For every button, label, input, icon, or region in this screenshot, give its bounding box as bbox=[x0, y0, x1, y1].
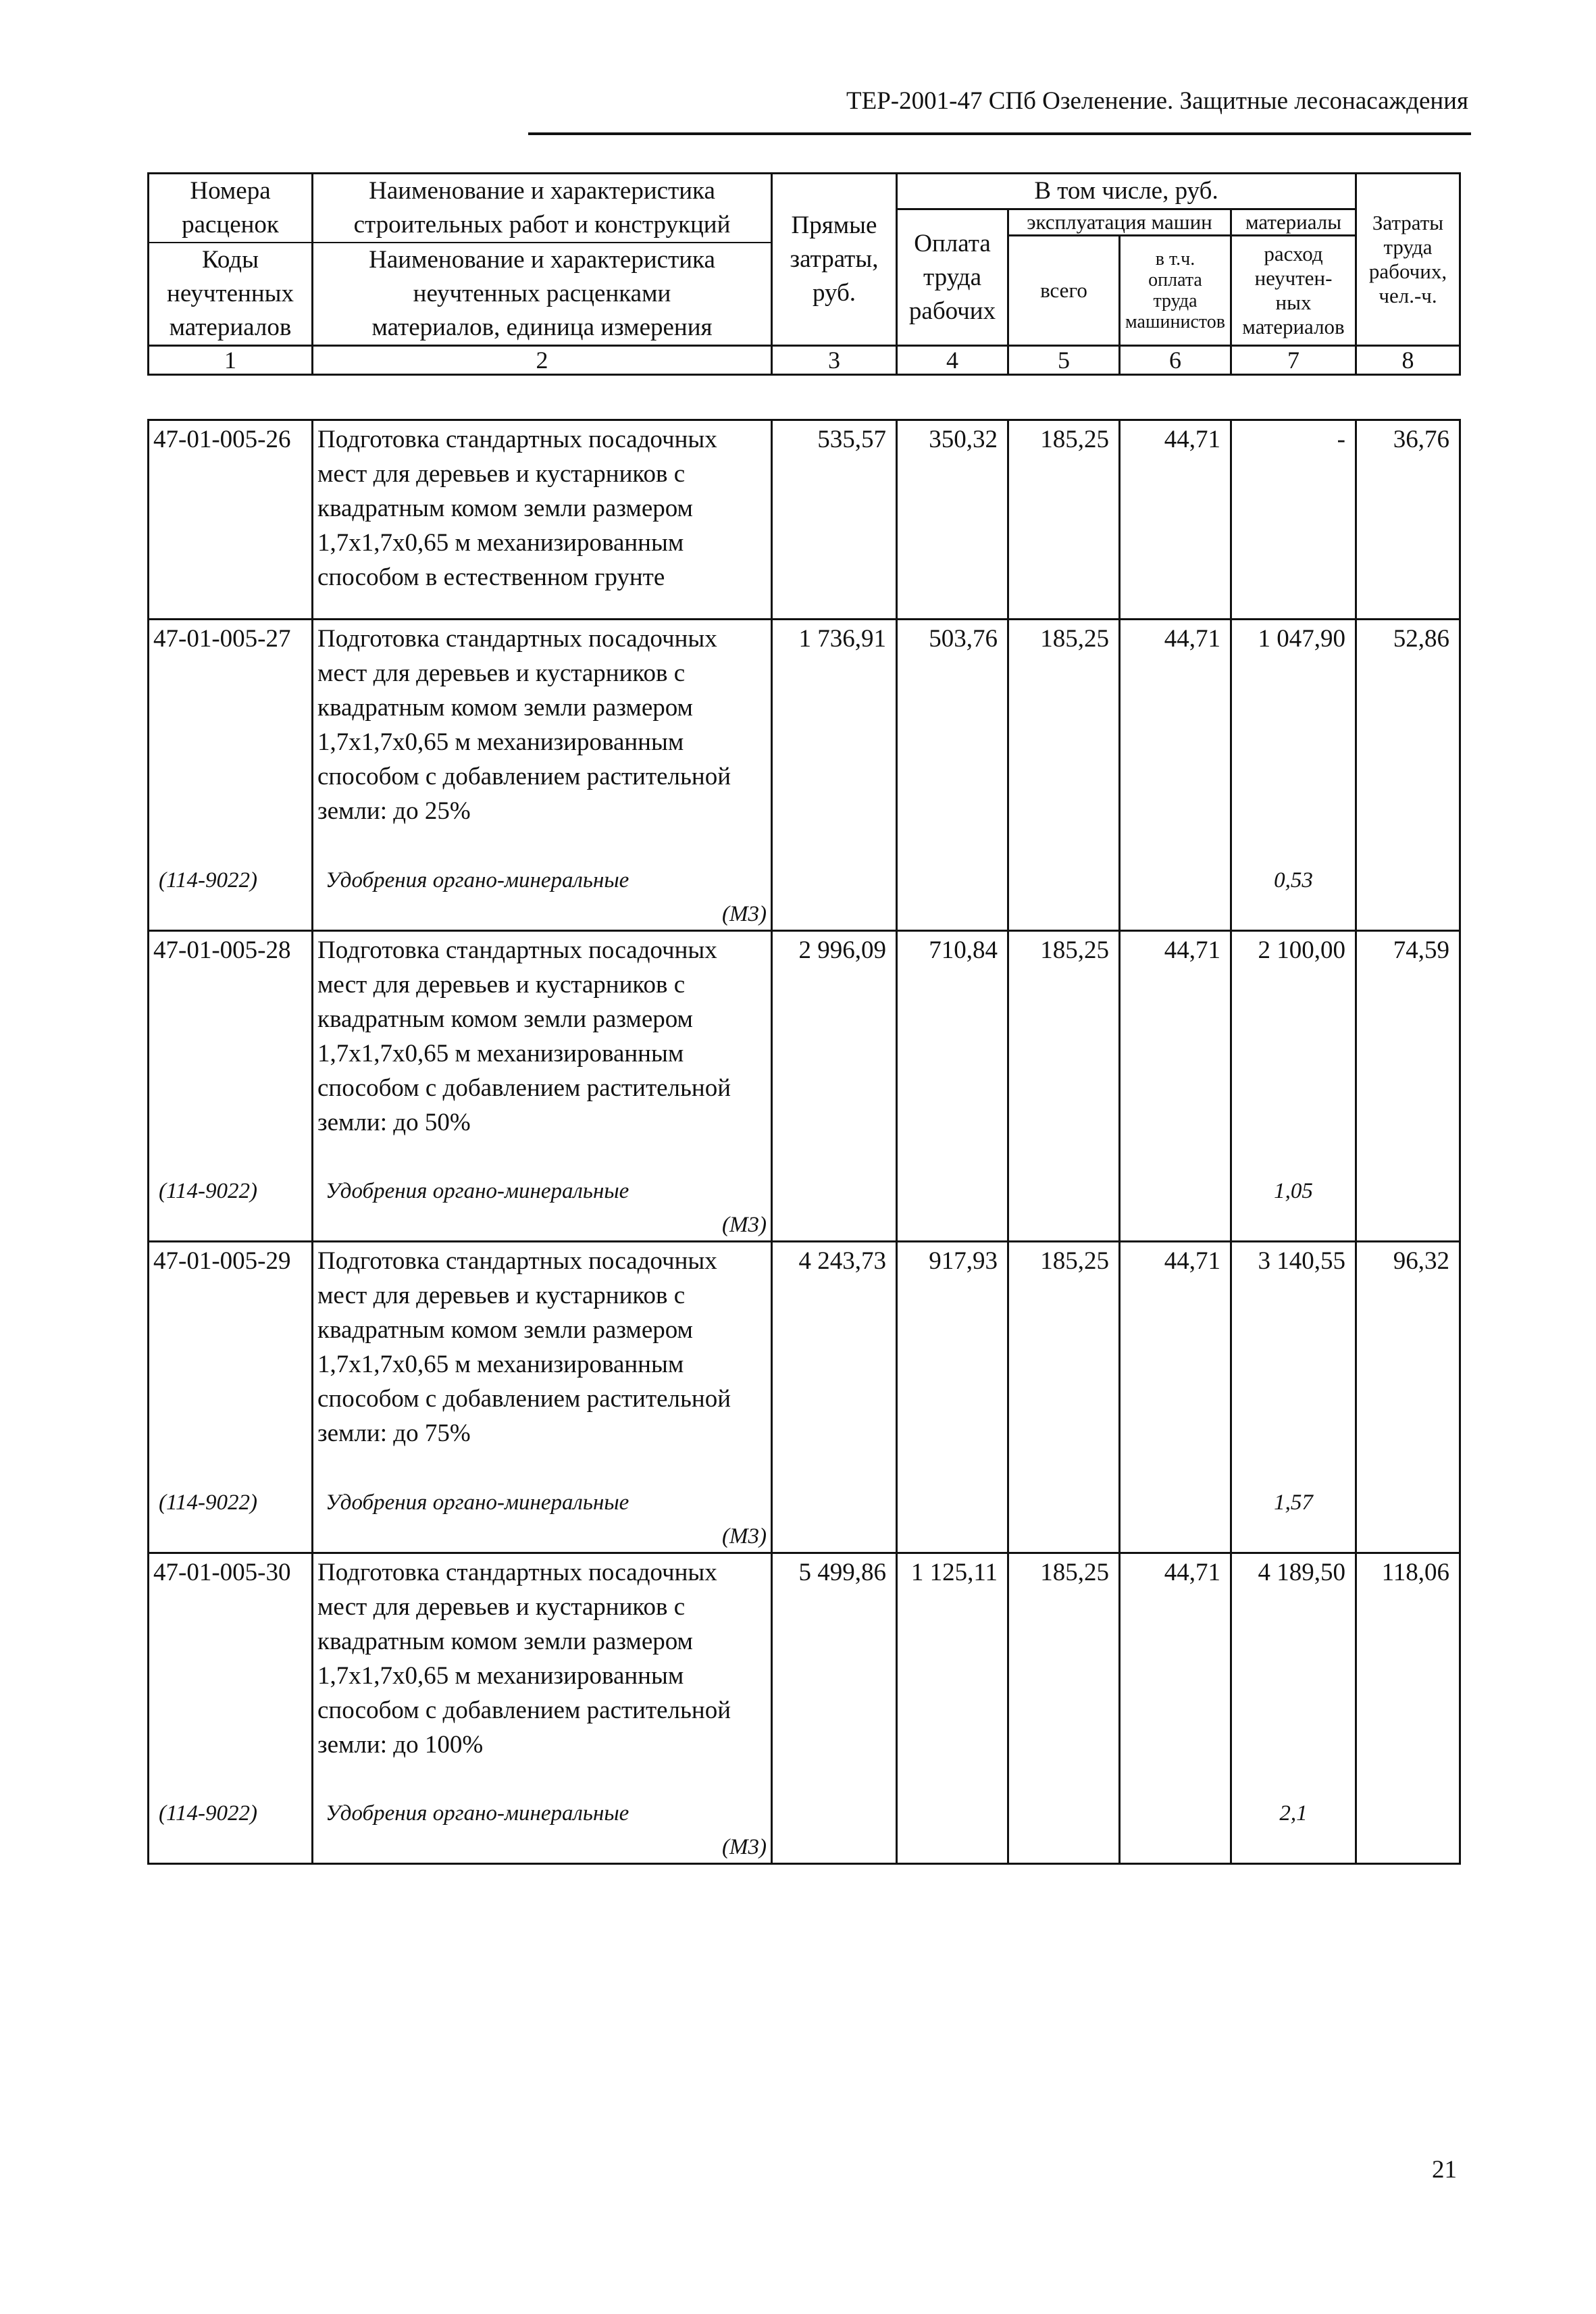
machinists-pay: 44,71 bbox=[1120, 1553, 1231, 1786]
header-materials-group: материалы bbox=[1231, 209, 1356, 236]
material-unit: (М3) bbox=[722, 901, 767, 926]
material-consumption: 1,05 bbox=[1231, 1163, 1356, 1242]
labor-hours: 74,59 bbox=[1356, 930, 1460, 1163]
column-number: 7 bbox=[1231, 346, 1356, 375]
work-description: Подготовка стандартных посадочных мест для деревьев и кустарников с квадратным комом земли размером 1,7x1,7x0,65 м механизированным способом с добавлением растительной земли: до 75% bbox=[313, 1242, 772, 1475]
materials-cost: - bbox=[1231, 420, 1356, 620]
work-description: Подготовка стандартных посадочных мест для деревьев и кустарников с квадратным комом земли размером 1,7x1,7x0,65 м механизированным способом в естественном грунте bbox=[313, 420, 772, 620]
column-number: 6 bbox=[1120, 346, 1231, 375]
direct-costs: 5 499,86 bbox=[772, 1553, 897, 1786]
material-name: Удобрения органо-минеральные (М3) bbox=[313, 853, 772, 931]
header-column-numbers bbox=[149, 346, 1460, 375]
header-machinists-pay: в т.ч. оплата труда машинистов bbox=[1120, 236, 1231, 346]
column-number: 5 bbox=[1008, 346, 1120, 375]
labor-hours: 118,06 bbox=[1356, 1553, 1460, 1786]
header-machines-group: эксплуатация машин bbox=[1008, 209, 1231, 236]
material-row bbox=[149, 1786, 1460, 1864]
column-number: 8 bbox=[1356, 346, 1460, 375]
machines-total: 185,25 bbox=[1008, 420, 1120, 620]
direct-costs: 4 243,73 bbox=[772, 1242, 897, 1475]
material-code: (114-9022) bbox=[149, 1786, 313, 1864]
labor-pay: 917,93 bbox=[897, 1242, 1008, 1475]
labor-hours: 36,76 bbox=[1356, 420, 1460, 620]
material-unit: (М3) bbox=[722, 1524, 767, 1549]
header-work-name: Наименование и характеристика строительных работ и конструкций bbox=[313, 174, 772, 243]
machinists-pay: 44,71 bbox=[1120, 930, 1231, 1163]
page-number: 21 bbox=[1432, 2156, 1457, 2184]
material-name: Удобрения органо-минеральные (М3) bbox=[313, 1786, 772, 1864]
column-number: 1 bbox=[149, 346, 313, 375]
labor-hours: 52,86 bbox=[1356, 620, 1460, 853]
work-description: Подготовка стандартных посадочных мест для деревьев и кустарников с квадратным комом земли размером 1,7x1,7x0,65 м механизированным способом с добавлением растительной земли: до 100% bbox=[313, 1553, 772, 1786]
labor-hours: 96,32 bbox=[1356, 1242, 1460, 1475]
direct-costs: 2 996,09 bbox=[772, 930, 897, 1163]
materials-cost: 3 140,55 bbox=[1231, 1242, 1356, 1475]
rate-code: 47-01-005-30 bbox=[149, 1553, 313, 1786]
rate-code: 47-01-005-26 bbox=[149, 420, 313, 620]
material-code: (114-9022) bbox=[149, 1163, 313, 1242]
rate-code: 47-01-005-27 bbox=[149, 620, 313, 853]
material-consumption: 2,1 bbox=[1231, 1786, 1356, 1864]
machinists-pay: 44,71 bbox=[1120, 620, 1231, 853]
material-row bbox=[149, 1163, 1460, 1242]
machines-total: 185,25 bbox=[1008, 1553, 1120, 1786]
material-consumption: 0,53 bbox=[1231, 853, 1356, 931]
header-direct-costs: Прямые затраты, руб. bbox=[772, 174, 897, 346]
machinists-pay: 44,71 bbox=[1120, 420, 1231, 620]
table-row bbox=[149, 420, 1460, 620]
material-name: Удобрения органо-минеральные (М3) bbox=[313, 1475, 772, 1553]
header-material-codes: Коды неучтенных материалов bbox=[149, 243, 313, 346]
header-rule bbox=[528, 132, 1471, 135]
table-row bbox=[149, 1553, 1460, 1786]
column-number: 3 bbox=[772, 346, 897, 375]
labor-pay: 710,84 bbox=[897, 930, 1008, 1163]
material-unit: (М3) bbox=[722, 1213, 767, 1237]
material-code: (114-9022) bbox=[149, 853, 313, 931]
material-row bbox=[149, 1475, 1460, 1553]
header-labor-hours: Затраты труда рабочих, чел.-ч. bbox=[1356, 174, 1460, 346]
materials-cost: 2 100,00 bbox=[1231, 930, 1356, 1163]
material-row bbox=[149, 853, 1460, 931]
rates-table bbox=[147, 419, 1461, 1865]
column-number: 2 bbox=[313, 346, 772, 375]
work-description: Подготовка стандартных посадочных мест для деревьев и кустарников с квадратным комом земли размером 1,7x1,7x0,65 м механизированным способом с добавлением растительной земли: до 25% bbox=[313, 620, 772, 853]
machines-total: 185,25 bbox=[1008, 930, 1120, 1163]
header-material-name: Наименование и характеристика неучтенных расценками материалов, единица измерения bbox=[313, 243, 772, 346]
material-code: (114-9022) bbox=[149, 1475, 313, 1553]
header-rate-numbers: Номера расценок bbox=[149, 174, 313, 243]
table-row bbox=[149, 620, 1460, 853]
labor-pay: 1 125,11 bbox=[897, 1553, 1008, 1786]
running-header: ТЕР-2001-47 СПб Озеленение. Защитные лесонасаждения bbox=[846, 87, 1468, 115]
header-machines-total: всего bbox=[1008, 236, 1120, 346]
rate-code: 47-01-005-29 bbox=[149, 1242, 313, 1475]
direct-costs: 535,57 bbox=[772, 420, 897, 620]
header-materials-consumption: расход неучтен- ных материалов bbox=[1231, 236, 1356, 346]
machines-total: 185,25 bbox=[1008, 620, 1120, 853]
materials-cost: 1 047,90 bbox=[1231, 620, 1356, 853]
material-name: Удобрения органо-минеральные (М3) bbox=[313, 1163, 772, 1242]
table-row bbox=[149, 930, 1460, 1163]
material-unit: (М3) bbox=[722, 1835, 767, 1859]
materials-cost: 4 189,50 bbox=[1231, 1553, 1356, 1786]
labor-pay: 350,32 bbox=[897, 420, 1008, 620]
work-description: Подготовка стандартных посадочных мест для деревьев и кустарников с квадратным комом земли размером 1,7x1,7x0,65 м механизированным способом с добавлением растительной земли: до 50% bbox=[313, 930, 772, 1163]
table-row bbox=[149, 1242, 1460, 1475]
machinists-pay: 44,71 bbox=[1120, 1242, 1231, 1475]
machines-total: 185,25 bbox=[1008, 1242, 1120, 1475]
material-consumption: 1,57 bbox=[1231, 1475, 1356, 1553]
header-including-group: В том числе, руб. bbox=[897, 174, 1356, 209]
direct-costs: 1 736,91 bbox=[772, 620, 897, 853]
table-header bbox=[147, 172, 1461, 376]
header-labor-pay: Оплата труда рабочих bbox=[897, 209, 1008, 346]
labor-pay: 503,76 bbox=[897, 620, 1008, 853]
rate-code: 47-01-005-28 bbox=[149, 930, 313, 1163]
column-number: 4 bbox=[897, 346, 1008, 375]
